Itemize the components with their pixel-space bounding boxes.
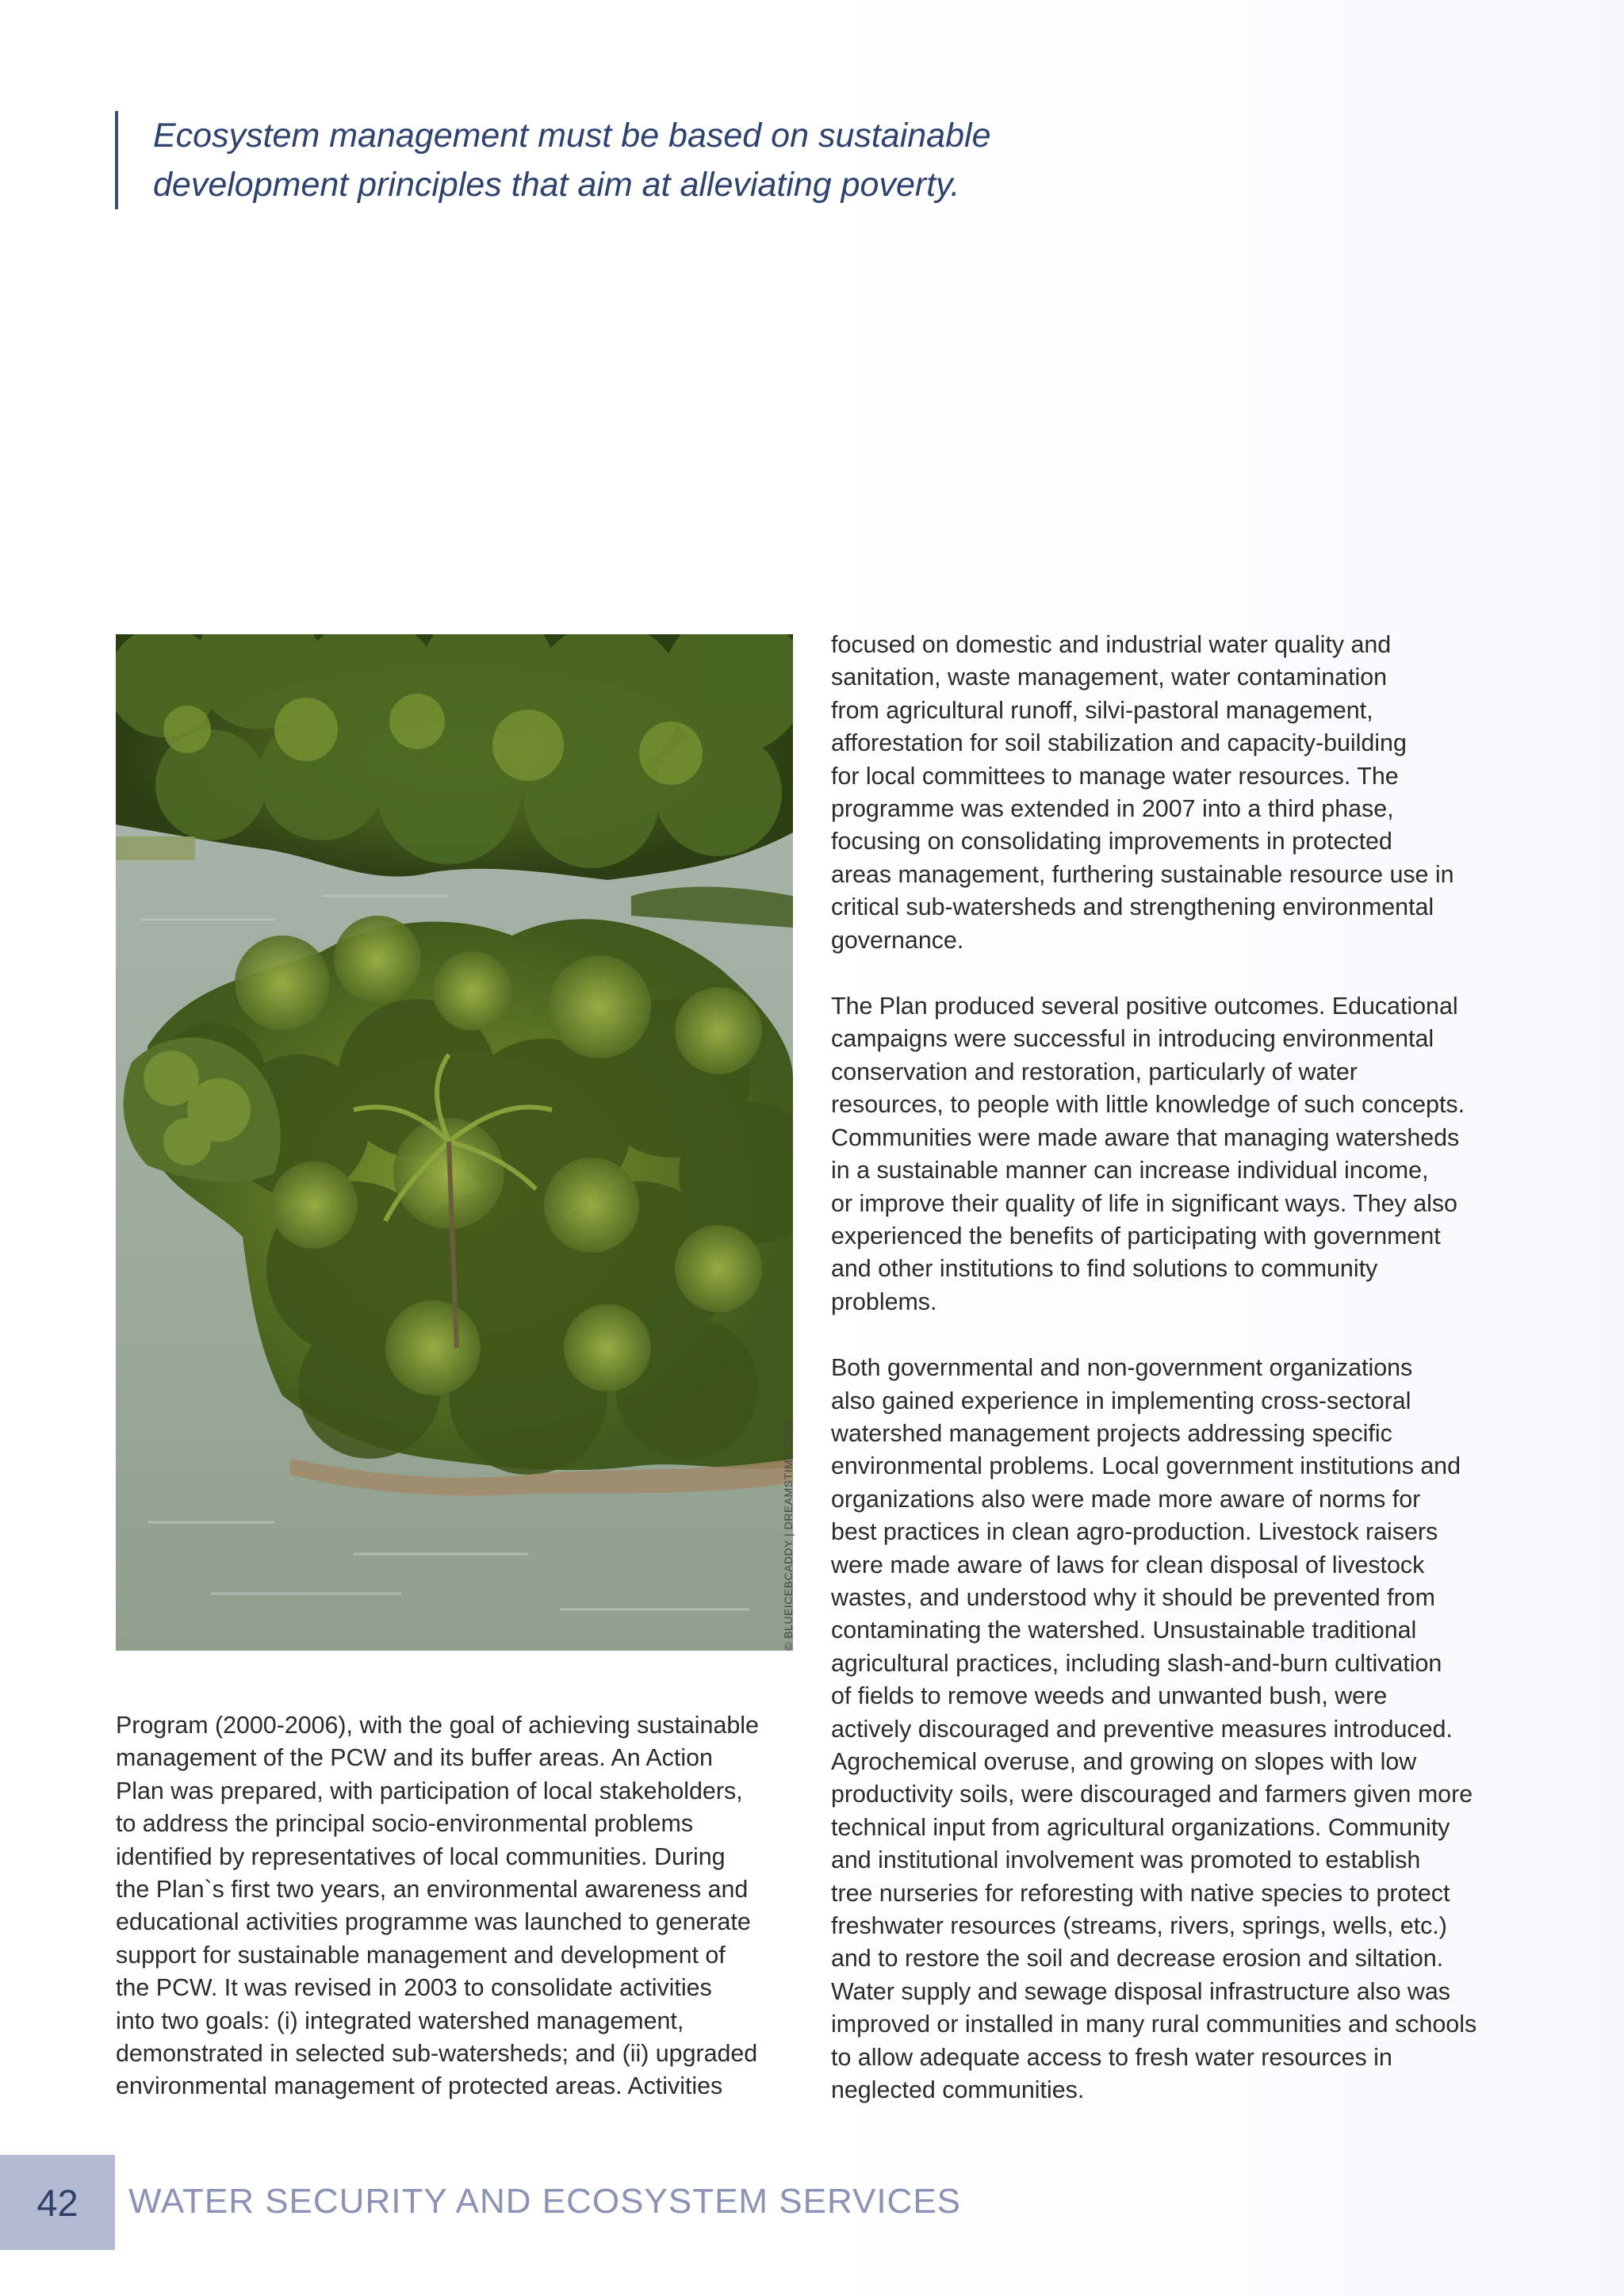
pull-quote-line: development principles that aim at alleviating poverty. (153, 166, 960, 204)
pull-quote-line: Ecosystem management must be based on sustainable (153, 117, 991, 155)
page-number: 42 (36, 2181, 79, 2224)
body-paragraph: Both governmental and non-government organizations also gained experience in implementing cross-sectoral watershed management projects addressing specific environmental problems. Local government institutions and organizations also were made more aware of norms for best practices in clean agro-production. Livestock raisers were made aware of laws for clean disposal of livestock wastes, and understood why it should be prevented from contaminating the watershed. Unsustainable traditional agricultural practices, including slash-and-burn cultivation of fields to remove weeds and unwanted bush, were actively discouraged and preventive measures introduced. Agrochemical overuse, and growing on slopes with low productivity soils, were discouraged and farmers given more technical input from agricultural organizations. Community and institutional involvement was promoted to establish tree nurseries for reforesting with native species to protect freshwater resources (streams, rivers, springs, wells, etc.) and to restore the soil and decrease erosion and siltation. Water supply and sewage disposal infrastructure also was improved or installed in many rural communities and schools to allow adequate access to fresh water resources in neglected communities. (831, 1354, 1477, 2104)
right-column (831, 629, 1513, 2140)
body-paragraph: Program (2000-2006), with the goal of achieving sustainable management of the PCW and its buffer areas. An Action Plan was prepared, with participation of local stakeholders, to address the principal socio-environmental problems identified by representatives of local communities. During the Plan`s first two years, an environmental awareness and educational activities programme was launched to generate support for sustainable management and development of the PCW. It was revised in 2003 to consolidate activities into two goals: (i) integrated watershed management, demonstrated in selected sub-watersheds; and (ii) upgraded environmental management of protected areas. Activities (116, 1712, 759, 2100)
lake-forest-photo (116, 634, 793, 1651)
body-paragraph: The Plan produced several positive outcomes. Educational campaigns were successful in introducing environmental conservation and restoration, particularly of water resources, to people with little knowledge of such concepts. Communities were made aware that managing watersheds in a sustainable manner can increase individual income, or improve their quality of life in significant ways. They also experienced the benefits of participating with government and other institutions to find solutions to community problems. (831, 993, 1465, 1315)
pull-quote (115, 111, 1105, 209)
body-paragraph: focused on domestic and industrial water quality and sanitation, waste management, water contamination from agricultural runoff, silvi-pastoral management, afforestation for soil stabilization and capacity-building for local committees to manage water resources. The programme was extended in 2007 into a third phase, focusing on consolidating improvements in protected areas management, furthering sustainable resource use in critical sub-watersheds and strengthening environmental governance. (831, 631, 1454, 954)
photo-credit: © BLUEICEBCADDY | DREAMSTIME.COM (782, 1421, 795, 1651)
running-footer-title: WATER SECURITY AND ECOSYSTEM SERVICES (128, 2182, 962, 2221)
lake-forest-illustration (116, 634, 793, 1651)
left-column (116, 1709, 806, 2137)
